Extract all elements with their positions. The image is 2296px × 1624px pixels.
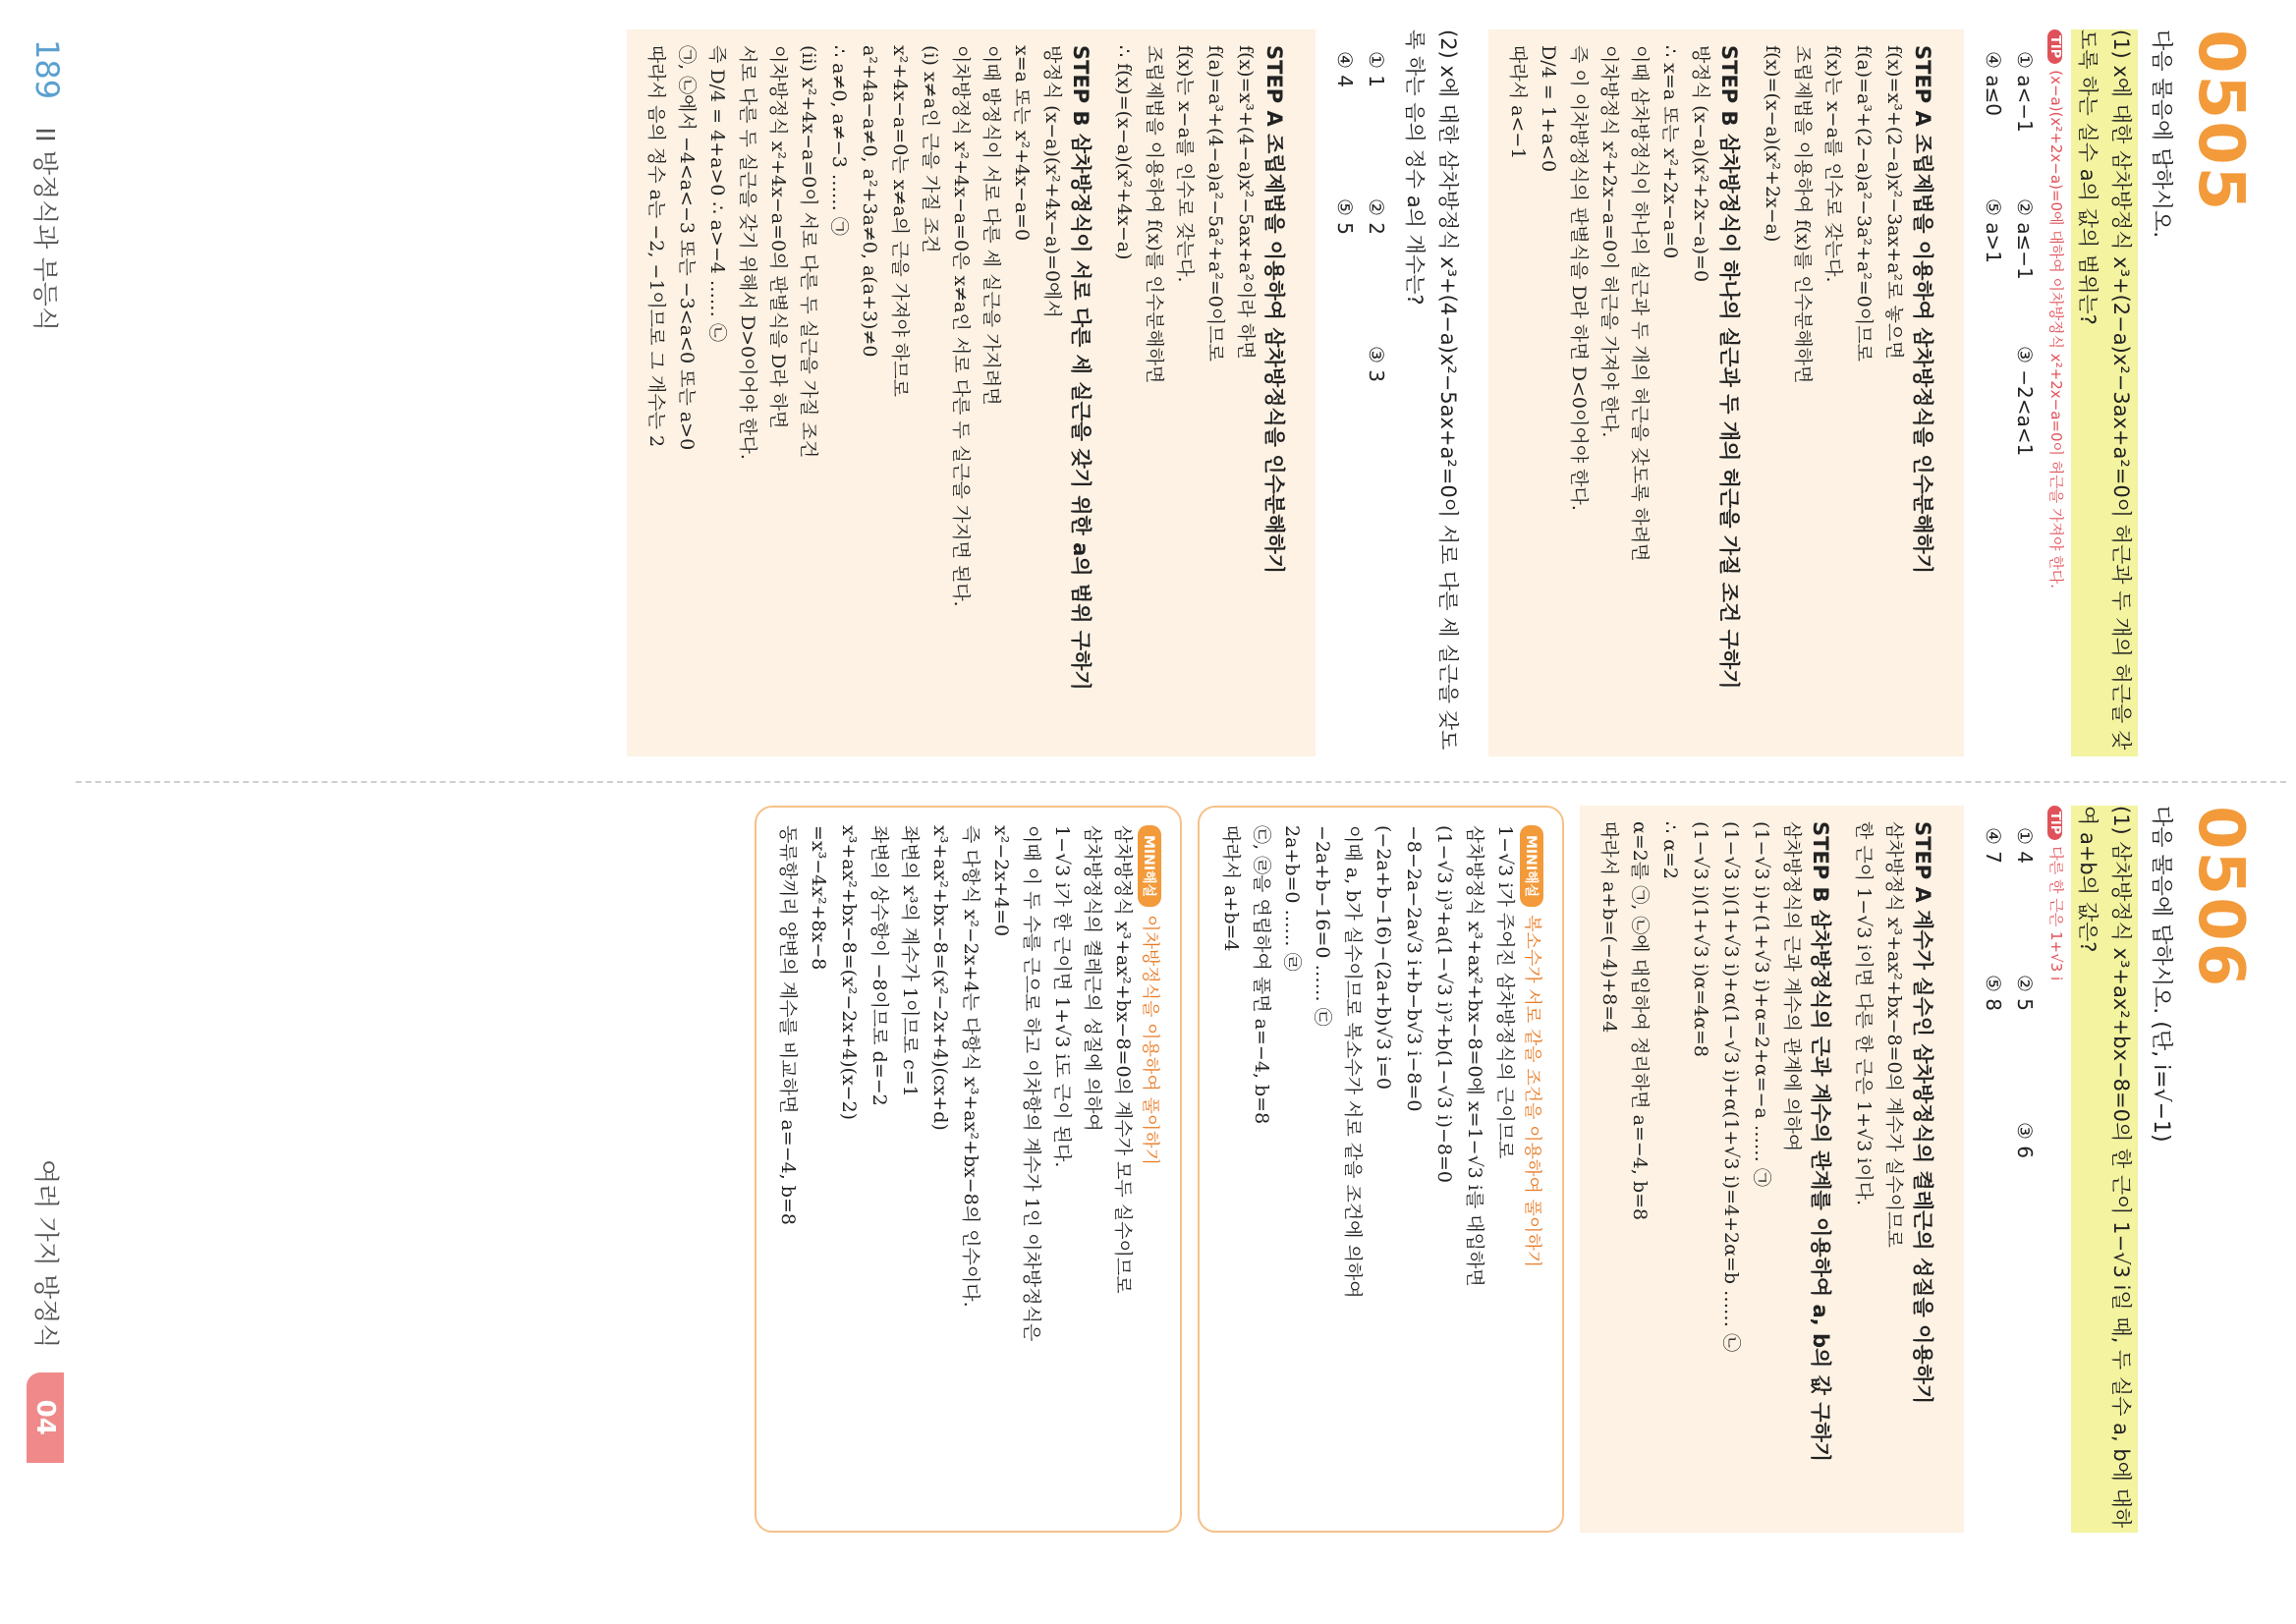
choice: ③ −2<a<1 xyxy=(2013,346,2037,457)
solution-line: 이때 방정식이 서로 다른 세 실근을 가지려면 xyxy=(980,45,1002,406)
choice: ① 1 xyxy=(1365,51,1388,88)
mini-title: 이차방정식을 이용하여 풀이하기 xyxy=(1140,915,1160,1165)
choice: ① 4 xyxy=(2013,827,2037,865)
question-1: (1) x에 대한 삼차방정식 x³+(2−a)x²−3ax+a²=0이 허근과 두 개의 허근을 갖도록 하는 실수 a의 값의 범위는? xyxy=(2071,29,2138,756)
tip: TIP(x−a)(x²+2x−a)=0에 대하여 이차방정식 x²+2x−a=0이 허근을 가져야 한다. xyxy=(2046,29,2067,756)
solution-line: ㉢, ㉣을 연립하여 풀면 a=−4, b=8 xyxy=(1251,825,1272,1125)
choices xyxy=(1329,51,1392,756)
question-1: (1) 삼차방정식 x³+ax²+bx−8=0의 한 근이 1−√3 i일 때, 두 실수 a, b에 대하여 a+b의 값은? xyxy=(2071,806,2138,1533)
mini-solution-2 xyxy=(755,806,1182,1533)
solution-line: D/4 = 1+a<0 xyxy=(1538,45,1559,173)
solution-line: (1−√3 i)³+a(1−√3 i)²+b(1−√3 i)−8=0 xyxy=(1433,825,1455,1184)
solution-line: 이차방정식 x²+4x−a=0의 판별식을 D라 하면 xyxy=(767,45,789,429)
solution-line: 이때 a, b가 실수이므로 복소수가 서로 같을 조건에 의하여 xyxy=(1342,825,1364,1299)
solution-line: 방정식 (x−a)(x²+2x−a)=0 xyxy=(1690,45,1711,283)
solution-line: 이차방정식 x²+4x−a=0은 x≠a인 서로 다른 두 실근을 가지면 된다. xyxy=(950,45,972,607)
solution-line: 삼차방정식의 켤레근의 성질에 의하여 xyxy=(1082,825,1103,1132)
solution-line: 조립제법을 이용하여 f(x)를 인수분해하면 xyxy=(1792,45,1814,384)
solution-line: 삼차방정식 x³+ax²+bx−8=0에 x=1−√3 i를 대입하면 xyxy=(1464,825,1485,1287)
footer-right xyxy=(27,1159,66,1463)
solution-line: 즉 다항식 x²−2x+4는 다항식 x³+ax²+bx−8의 인수이다. xyxy=(960,825,981,1308)
choice: ④ 4 xyxy=(1333,51,1357,88)
choices xyxy=(1978,827,2041,1533)
choice: ⑤ 8 xyxy=(1982,975,2005,1012)
mini-solution-1 xyxy=(1198,806,1564,1533)
solution-line: a²+4a−a≠0, a²+3a≠0, a(a+3)≠0 xyxy=(859,45,880,358)
chapter-tab: 04 xyxy=(27,1372,64,1463)
solution-line: 따라서 a<−1 xyxy=(1507,45,1529,160)
solution-line: 이때 이 두 수를 근으로 하고 이차항의 계수가 1인 이차방정식은 xyxy=(1021,825,1042,1342)
step-a-title: STEP A 조립제법을 이용하여 삼차방정식을 인수분해하기 xyxy=(1262,45,1286,574)
choice: ⑤ 5 xyxy=(1333,198,1357,236)
solution-line: (1−√3 i)(1+√3 i)α=4α=8 xyxy=(1690,821,1711,1057)
solution-line: 좌변의 x³의 계수가 1이므로 c=1 xyxy=(899,825,921,1097)
problem-prompt: 다음 물음에 답하시오. (단, i=√−1) xyxy=(2149,806,2173,1143)
solution-line: f(x)=(x−a)(x²+2x−a) xyxy=(1762,45,1783,243)
solution-line: (ii) x²+4x−a=0이 서로 다른 두 실근을 가질 조건 xyxy=(798,45,819,459)
solution-line: 따라서 a+b=4 xyxy=(1220,825,1242,952)
tip-text: 다른 한 근은 1+√3 i xyxy=(2047,846,2065,981)
solution-line: ∴ a≠0, a≠−3 …… ㉠ xyxy=(828,45,850,236)
solution-line: f(x)=x³+(2−a)x²−3ax+a²로 놓으면 xyxy=(1883,45,1905,360)
solution-line: x²+4x−a=0는 x≠a의 근을 가져야 하므로 xyxy=(889,45,911,397)
solution-line: 따라서 a+b=(−4)+8=4 xyxy=(1598,821,1620,1034)
step-b-title: STEP B 삼차방정식이 서로 다른 세 실근을 갖기 위한 a의 범위 구하기 xyxy=(1069,45,1092,691)
step-a-title: STEP A 조립제법을 이용하여 삼차방정식을 인수분해하기 xyxy=(1911,45,1934,574)
problem-0505 xyxy=(627,29,2257,756)
solution-line: 1−√3 i가 한 근이면 1+√3 i도 근이 된다. xyxy=(1051,825,1073,1168)
solution-line: 동류항끼리 양변의 계수를 비교하면 a=−4, b=8 xyxy=(777,825,799,1225)
solution-line: 즉 이 이차방정식의 판별식을 D라 하면 D<0이어야 한다. xyxy=(1568,45,1590,511)
tip-text: (x−a)(x²+2x−a)=0에 대하여 이차방정식 x²+2x−a=0이 허근을 가져야 한다. xyxy=(2047,70,2065,588)
footer-left xyxy=(28,39,66,331)
choice: ④ a≤0 xyxy=(1982,51,2005,117)
solution xyxy=(627,29,1316,756)
solution-line: f(a)=a³+(2−a)a²−3a²+a²=0이므로 xyxy=(1853,45,1875,362)
solution-line: f(x)는 x−a를 인수로 갖는다. xyxy=(1822,45,1844,283)
solution-line: 조립제법을 이용하여 f(x)를 인수분해하면 xyxy=(1144,45,1165,384)
solution-line: =x³−4x²+8x−8 xyxy=(808,825,829,971)
column-divider xyxy=(76,781,2286,783)
solution-line: 따라서 음의 정수 a는 −2, −1이므로 그 개수는 2 xyxy=(645,45,667,448)
solution-line: f(x)는 x−a를 인수로 갖는다. xyxy=(1174,45,1196,283)
choice: ⑤ a>1 xyxy=(1982,198,2005,264)
chapter-title: II 방정식과 부등식 xyxy=(29,127,59,332)
choice: ③ 3 xyxy=(1365,346,1388,383)
mini-title: 복소수가 서로 같을 조건을 이용하여 풀이하기 xyxy=(1522,915,1542,1268)
solution-line: 삼차방정식 x³+ax²+bx−8=0의 계수가 모두 실수이므로 xyxy=(1112,825,1134,1294)
step-a-title: STEP A 계수가 실수인 삼차방정식의 켤레근의 성질을 이용하기 xyxy=(1911,821,1934,1405)
solution-line: x²−2x+4=0 xyxy=(990,825,1012,937)
mini-badge: MINI해설 xyxy=(1138,825,1161,907)
solution-line: (i) x≠a인 근을 가질 조건 xyxy=(920,45,941,253)
solution-line: x³+ax²+bx−8=(x²−2x+4)(cx+d) xyxy=(929,825,951,1131)
solution-line: (1−√3 i)+(1+√3 i)+α=2+α=−a …… ㉠ xyxy=(1751,821,1772,1187)
problem-0506 xyxy=(755,806,2257,1533)
choice: ③ 6 xyxy=(2013,1122,2037,1159)
tip: TIP다른 한 근은 1+√3 i xyxy=(2046,806,2067,1533)
solution-line: f(a)=a³+(4−a)a²−5a²+a²=0이므로 xyxy=(1204,45,1226,362)
problem-prompt: 다음 물음에 답하시오. xyxy=(2149,29,2173,239)
solution-line: f(x)=x³+(4−a)x²−5ax+a²이라 하면 xyxy=(1235,45,1257,360)
problem-number: 0506 xyxy=(2184,806,2257,989)
solution-line: 방정식 (x−a)(x²+4x−a)=0에서 xyxy=(1041,45,1063,318)
solution-line: ㉠, ㉡에서 −4<a<−3 또는 −3<a<0 또는 a>0 xyxy=(676,45,698,451)
choice: ② 5 xyxy=(2013,975,2037,1012)
choice: ④ 7 xyxy=(1982,827,2005,865)
solution-line: x³+ax²+bx−8=(x²−2x+4)(x−2) xyxy=(838,825,860,1121)
solution-line: α=2를 ㉠, ㉡에 대입하여 정리하면 a=−4, b=8 xyxy=(1629,821,1651,1221)
choice: ① a<−1 xyxy=(2013,51,2037,133)
mini-badge: MINI해설 xyxy=(1520,825,1543,907)
question-2: (2) x에 대한 삼차방정식 x³+(4−a)x²−5ax+a²=0이 서로 다른 세 실근을 갖도록 하는 음의 정수 a의 개수는? xyxy=(1403,29,1460,751)
solution-line: ∴ α=2 xyxy=(1659,821,1681,879)
solution-line: 즉 D/4 = 4+a>0 ∴ a>−4 …… ㉡ xyxy=(706,45,728,342)
problem-number: 0505 xyxy=(2184,29,2257,213)
choices xyxy=(1978,51,2041,756)
solution-line: −2a+b−16=0 …… ㉢ xyxy=(1312,825,1333,1027)
solution xyxy=(1580,806,1964,1533)
solution-line: 서로 다른 두 실근을 갖기 위해서 D>0이어야 한다. xyxy=(737,45,758,460)
solution-line: (1−√3 i)(1+√3 i)+α(1−√3 i)+α(1+√3 i)=4+2α=b …… ㉡ xyxy=(1720,821,1742,1353)
solution-line: 삼차방정식 x³+ax²+bx−8=0의 계수가 실수이므로 xyxy=(1883,821,1905,1248)
step-b-title: STEP B 삼차방정식이 하나의 실근과 두 개의 허근을 가질 조건 구하기 xyxy=(1717,45,1741,690)
solution-line: 2a+b=0 …… ㉣ xyxy=(1281,825,1303,972)
solution-line: ∴ x=a 또는 x²+2x−a=0 xyxy=(1659,45,1681,259)
solution-line: 삼차방정식의 근과 계수의 관계에 의하여 xyxy=(1781,821,1803,1152)
step-b-title: STEP B 삼차방정식의 근과 계수의 관계를 이용하여 a, b의 값 구하기 xyxy=(1809,821,1832,1463)
solution-line: 좌변의 상수항이 −8이므로 d=−2 xyxy=(868,825,890,1106)
solution-line: 이때 삼차방정식이 하나의 실근과 두 개의 허근을 갖도록 하려면 xyxy=(1629,45,1651,562)
solution-line: 1−√3 i가 주어진 삼차방정식의 근이므로 xyxy=(1494,825,1516,1159)
solution-line: (−2a+b−16)−(2a+b)√3 i=0 xyxy=(1372,825,1394,1090)
solution-line: −8−2a−2a√3 i+b−b√3 i−8=0 xyxy=(1403,825,1425,1112)
choice: ② 2 xyxy=(1365,198,1388,236)
solution xyxy=(1488,29,1964,756)
choice: ② a≤−1 xyxy=(2013,198,2037,280)
page-number: 189 xyxy=(28,39,66,100)
solution-line: 한 근이 1−√3 i이면 다른 한 근은 1+√3 i이다. xyxy=(1853,821,1875,1206)
solution-line: x=a 또는 x²+4x−a=0 xyxy=(1011,45,1033,242)
solution-line: ∴ f(x)=(x−a)(x²+4x−a) xyxy=(1113,45,1135,260)
solution-line: 이차방정식 x²+2x−a=0이 허근을 가져야 한다. xyxy=(1598,45,1620,438)
chapter-title: 여러 가지 방정식 xyxy=(30,1159,60,1349)
